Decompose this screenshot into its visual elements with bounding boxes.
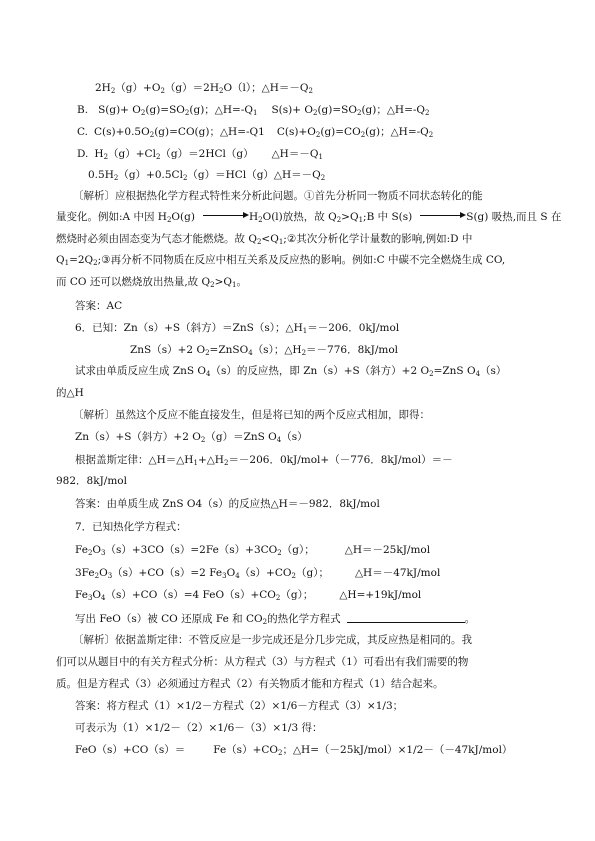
answer-7-line1: 答案：将方程式（1）×1/2－方程式（2）×1/6－方程式（3）×1/3； [75,700,404,712]
subscript: 3 [107,572,113,580]
subscript: 2 [291,572,296,580]
question-6-line3: 试求由单质反应生成 ZnS $O_4(s)$的反应热，即 Zn（s）+S（斜方）+2 $O_2=ZnS$ $O_4(s)$ [75,365,507,378]
analysis-6-line1: 〔解析〕虽然这个反应不能直接发生，但是将已知的两个反应式相加，即得： [73,409,430,421]
question-7-prompt: 写出 FeO（s）被 CO 还原成 Fe 和 $CO_2$的热化学方程式 。 [75,613,476,626]
subscript: 1 [193,459,198,467]
subscript: 2 [182,174,188,182]
subscript: 2 [166,216,172,224]
subscript: 2 [320,174,326,182]
subscript: 4 [475,370,481,378]
analysis-1-line1: 〔解析〕应根据热化学方程式特性来分析此问题。①首先分析同一物质不同状态转化的能 [73,190,483,202]
question-7-equation-2: $3Fe_2O_3(s)+CO(s)=2$ $Fe_3O_4(s)+CO_2(g)$； △H＝－47kJ/mol [75,567,441,580]
subscript: 2 [200,436,206,444]
analysis-1-line5: 而 CO 还可以燃烧放出热量,故 $Q_2>Q_1$。 [56,276,247,289]
reaction-arrow-icon [420,211,466,219]
subscript: 2 [160,87,165,95]
answer-1: 答案：AC [75,300,123,312]
analysis-6-line2: Zn（s）+S（斜方）+2 $O_2(g)=ZnS$ $O_4(s)$ [75,431,308,444]
subscript: 4 [276,436,282,444]
subscript: 2 [103,153,109,161]
subscript: 3 [101,549,106,557]
subscript: 2 [223,459,229,467]
subscript: 2 [205,349,210,357]
option-b: B. $S(g)+ O_2(g)=SO_2(g)$；$\triangle H=-Q_1$ $S(s)+ O_2(g)=SO_2(g)$；$\triangle H=-Q_2$ [77,104,430,117]
subscript: 1 [278,238,284,246]
analysis-1-line2: 量变化。例如:A 中因 $H_2O(g)$ $H_2O(l)$放热，故 $Q_2>Q_1;B$ 中 S(s) S(g) 吸热,而且 S 在 [56,211,562,224]
subscript: 1 [64,259,70,267]
subscript: 2 [425,109,430,117]
subscript: 2 [258,216,263,224]
option-d-line2: $0.5H_2(g)+0.5Cl_2(g)=HCl(g)\triangle H=-Q_2$ [88,169,326,182]
subscript: 2 [210,281,215,289]
answer-6: 答案：由单质生成 ZnS O4（s）的反应热△H＝－982．8kJ/mol [75,498,380,510]
subscript: 1 [318,153,323,161]
question-7-equation-1: $Fe_2O_3(s)+3CO(s)=2Fe(s)+3CO_2(g)$； △H＝－25kJ/mol [75,544,431,557]
subscript: 4 [101,594,106,602]
subscript: 2 [155,153,161,161]
subscript: 2 [315,131,321,139]
subscript: 3 [87,594,93,602]
subscript: 2 [360,131,366,139]
subscript: 2 [428,131,434,139]
subscript: 2 [218,87,224,95]
subscript: 1 [252,109,258,117]
subscript: 2 [140,109,146,117]
question-6-line4: 的△H [56,387,84,399]
analysis-7-line1: 〔解析〕依据盖斯定律：不管反应是一步完成还是分几步完成，其反应热是相同的。我 [73,634,472,646]
answer-7-line2: 可表示为（1）×1/2－（2）×1/6－（3）×1/3 得： [75,722,323,734]
question-6-line1: 6．已知：Zn（s）+S（斜方）＝ZnS（s）；$\triangle H_1=-206$．0kJ/mol [75,322,400,335]
reaction-arrow-icon [203,211,249,219]
analysis-6-line4: 982．8kJ/mol [56,475,127,487]
subscript: 1 [302,327,308,335]
subscript: 2 [336,216,342,224]
analysis-7-line3: 质。但是方程式（3）必须通过方程式（2）有关物质才能和方程式（1）结合起来。 [56,678,444,690]
question-7-equation-3: $Fe_3O_4(s)+CO(s)=4$ $FeO(s)+CO_2(g)$； △H=+19kJ/mol [75,589,422,602]
subscript: 1 [358,216,364,224]
subscript: 2 [356,109,362,117]
subscript: 2 [301,349,307,357]
subscript: 1 [231,281,237,289]
answer-blank[interactable] [347,611,465,623]
subscript: 4 [248,349,253,357]
subscript: 2 [110,87,116,95]
subscript: 2 [312,109,318,117]
subscript: 2 [308,87,313,95]
subscript: 2 [184,109,190,117]
subscript: 3 [222,572,227,580]
option-d: D. $H_2(g)+Cl_2(g)=2HCl(g)$ $\triangle H=-Q_1$ [77,148,323,161]
subscript: 2 [87,549,93,557]
subscript: 2 [113,174,119,182]
question-7-heading: 7．已知热化学方程式： [75,521,187,533]
subscript: 2 [275,594,281,602]
subscript: 2 [93,259,98,267]
subscript: 2 [262,618,268,626]
subscript: 2 [278,749,283,757]
analysis-6-line3: 根据盖斯定律：$\triangle H=\triangle H_1+\triangle H_2=-206$．0kJ/mol+（－776．8kJ/mol）＝－ [75,454,453,467]
subscript: 2 [94,572,100,580]
analysis-7-line2: 们可以从题目中的有关方程式分析：从方程式（3）与方程式（1）可看出有我们需要的物 [56,656,469,668]
subscript: 2 [149,131,155,139]
analysis-1-line3: 燃烧时必须由固态变为气态才能燃烧。故 $Q_2<Q_1;②$其次分析化学计量数的影响,例如:D 中 [56,233,473,246]
option-a-line2: $2H_2(g)+O_2(g)=2H_2O(l)$；$\triangle H=-Q_2$ [95,82,313,95]
answer-7-line3: $FeO(s)+CO(s)= Fe(s)+CO_2$；△H=（－25kJ/mol）×1/2－（－47kJ/mol） [75,744,513,757]
subscript: 4 [206,370,211,378]
question-6-line2: ZnS（s）+2 $O_2=ZnSO_4(s)$；$\triangle H_2=-776$．8kJ/mol [130,344,398,357]
subscript: 2 [256,238,262,246]
option-c: C. $C(s)+0.5O_2(g)=CO(g)$；△H=-Q1 $C(s)+O_2(g)=CO_2(g)$；$\triangle H=-Q_2$ [77,126,434,139]
subscript: 2 [429,370,434,378]
subscript: 2 [277,549,282,557]
analysis-1-line4: $Q_1=2Q_2;③$再分析不同物质在反应中相互关系及反应热的影响。例如:C 中碳不完全燃烧生成 CO, [56,254,506,267]
subscript: 4 [235,572,240,580]
